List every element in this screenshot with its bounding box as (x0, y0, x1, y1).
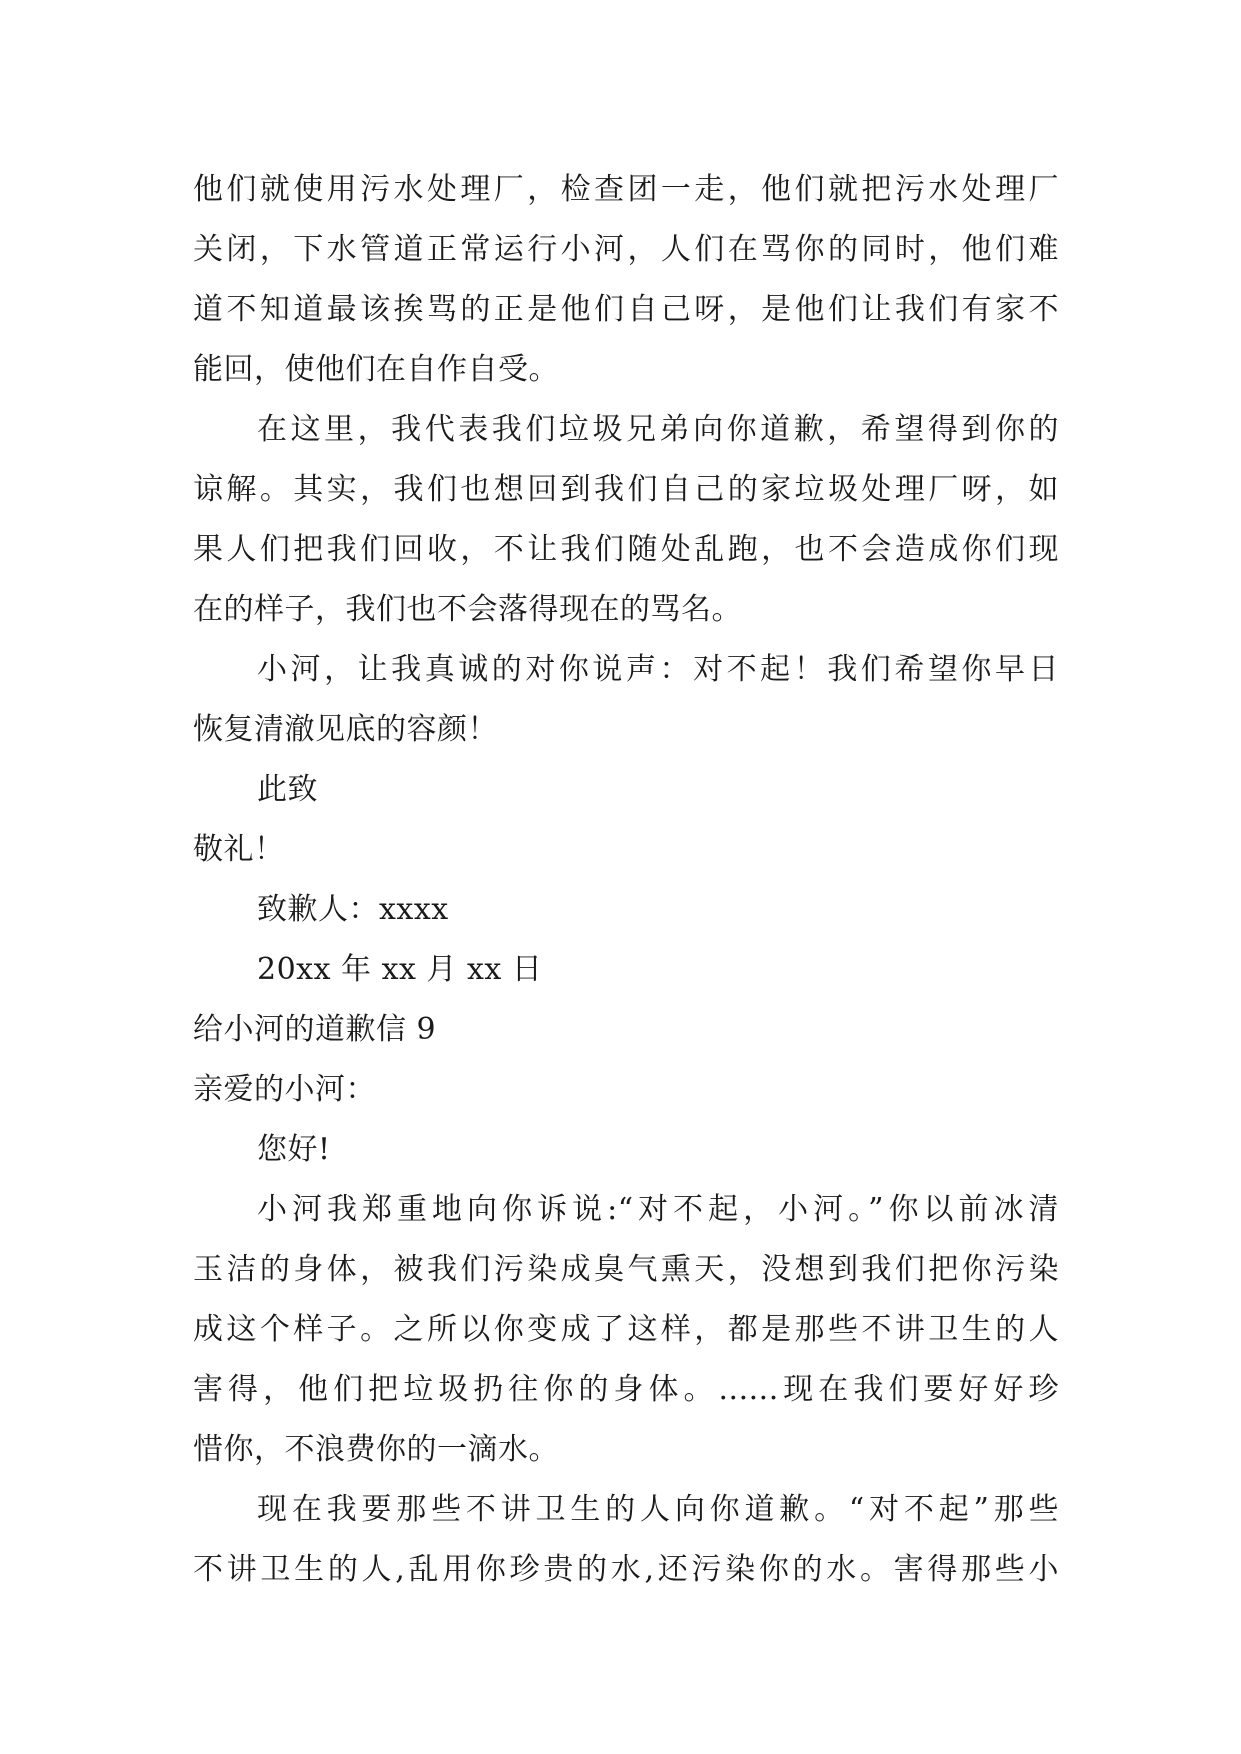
text-line: 道不知道最该挨骂的正是他们自己呀，是他们让我们有家不 (193, 292, 1059, 327)
closing-regards: 敬礼！ (193, 832, 285, 867)
text-line: 能回，使他们在自作自受。 (193, 352, 559, 387)
paragraph-start-line: 在这里，我代表我们垃圾兄弟向你道歉，希望得到你的 (257, 412, 1059, 447)
text-line: 恢复清澈见底的容颜！ (193, 712, 498, 747)
greeting: 亲爱的小河： (193, 1072, 376, 1107)
signature-line: 致歉人：xxxx (257, 892, 449, 927)
text-line: 玉洁的身体，被我们污染成臭气熏天，没想到我们把你污染 (193, 1252, 1059, 1287)
text-line: 果人们把我们回收，不让我们随处乱跑，也不会造成你们现 (193, 532, 1059, 567)
closing-salutation: 此致 (257, 772, 318, 807)
text-line: 谅解。其实，我们也想回到我们自己的家垃圾处理厂呀，如 (193, 472, 1059, 507)
text-line: 不讲卫生的人,乱用你珍贵的水,还污染你的水。害得那些小 (193, 1552, 1059, 1587)
greeting-hello: 您好! (257, 1132, 331, 1167)
paragraph-start-line: 现在我要那些不讲卫生的人向你道歉。“对不起”那些 (257, 1492, 1059, 1527)
letter-body (193, 160, 1059, 1600)
text-line: 关闭，下水管道正常运行小河，人们在骂你的同时，他们难 (193, 232, 1059, 267)
paragraph-start-line: 小河，让我真诚的对你说声：对不起！我们希望你早日 (257, 652, 1059, 687)
date-line: 20xx 年 xx 月 xx 日 (257, 952, 543, 987)
text-line: 成这个样子。之所以你变成了这样，都是那些不讲卫生的人 (193, 1312, 1059, 1347)
text-line: 惜你，不浪费你的一滴水。 (193, 1432, 559, 1467)
text-line: 害得，他们把垃圾扔往你的身体。......现在我们要好好珍 (193, 1372, 1059, 1407)
text-line: 在的样子，我们也不会落得现在的骂名。 (193, 592, 742, 627)
paragraph-start-line: 小河我郑重地向你诉说:“对不起，小河。”你以前冰清 (257, 1192, 1059, 1227)
text-line: 他们就使用污水处理厂，检查团一走，他们就把污水处理厂 (193, 172, 1059, 207)
letter-heading: 给小河的道歉信 9 (193, 1012, 437, 1047)
